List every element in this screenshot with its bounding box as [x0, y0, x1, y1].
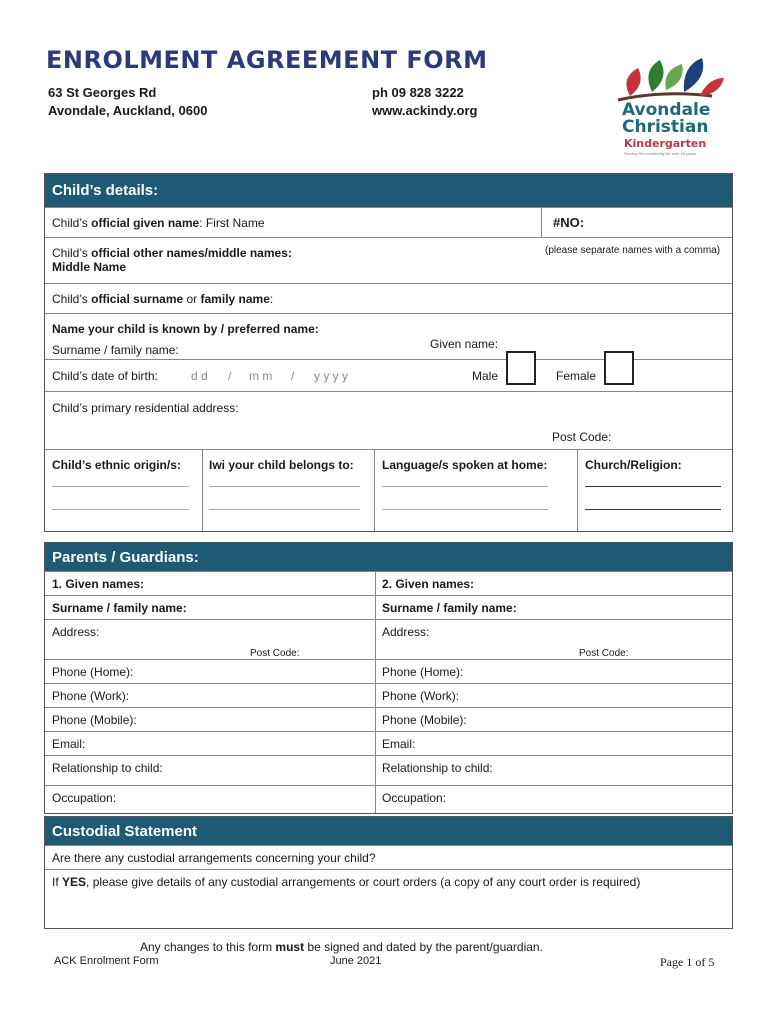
parent2-home-phone-label: Phone (Home): — [382, 665, 464, 679]
parent1-address-label: Address: — [52, 625, 100, 639]
iwi-field[interactable] — [209, 486, 360, 487]
middle-name-value: Middle Name — [52, 260, 127, 274]
leaves-icon — [612, 56, 724, 106]
dob-label: Child’s date of birth: — [52, 369, 158, 383]
preferred-surname-label: Surname / family name: — [52, 343, 179, 357]
address-line-2: Avondale, Auckland, 0600 — [48, 103, 208, 118]
parent1-home-phone-label: Phone (Home): — [52, 665, 134, 679]
parent2-given-label: 2. Given names: — [382, 577, 475, 591]
names-note: (please separate names with a comma) — [545, 245, 721, 256]
contact-details — [372, 84, 477, 120]
dob-separator: / — [228, 369, 232, 383]
parent-occupation-row[interactable] — [45, 785, 732, 813]
parent-phone-work-row[interactable] — [45, 683, 732, 707]
church-field[interactable] — [585, 486, 721, 487]
logo-text-kindergarten: Kindergarten — [624, 137, 707, 150]
address-row[interactable] — [45, 391, 732, 449]
logo-tagline: Serving the community for over 40 years — [624, 151, 696, 156]
parent2-mobile-phone-label: Phone (Mobile): — [382, 713, 467, 727]
child-details-heading: Child’s details: — [45, 173, 732, 207]
footer-doc-name: ACK Enrolment Form — [54, 955, 159, 967]
surname-row[interactable]: Child’s official surname or family name: — [45, 283, 732, 313]
post-code-label: Post Code: — [552, 430, 612, 444]
parent2-work-phone-label: Phone (Work): — [382, 689, 460, 703]
logo-text-avondale: Avondale — [622, 100, 711, 120]
address-line-1: 63 St Georges Rd — [48, 85, 157, 100]
form-title: ENROLMENT AGREEMENT FORM — [46, 46, 488, 74]
kindergarten-address — [48, 84, 207, 120]
parents-heading: Parents / Guardians: — [45, 542, 732, 571]
church-field[interactable] — [585, 509, 721, 510]
parent-phone-mobile-row[interactable] — [45, 707, 732, 731]
parent-given-row[interactable] — [45, 571, 732, 595]
given-name-row[interactable]: Child’s official given name: First Name #NO: — [45, 207, 732, 237]
parent1-relationship-label: Relationship to child: — [52, 761, 163, 775]
child-details-section — [44, 173, 733, 532]
male-label: Male — [472, 369, 499, 383]
footer-note: Any changes to this form must be signed and dated by the parent/guardian. — [140, 940, 543, 954]
parent-email-row[interactable] — [45, 731, 732, 755]
parent1-surname-label: Surname / family name: — [52, 601, 187, 615]
language-label: Language/s spoken at home: — [382, 458, 548, 472]
parent-surname-row[interactable] — [45, 595, 732, 619]
logo-text-christian: Christian — [622, 117, 709, 137]
parent1-email-label: Email: — [52, 737, 86, 751]
other-names-row[interactable]: Child’s official other names/middle names: Middle Name (please separate names with a comma) — [45, 237, 732, 283]
dob-month-field[interactable]: m m — [249, 369, 273, 383]
kindergarten-logo — [612, 56, 724, 160]
footer-date: June 2021 — [330, 955, 382, 967]
parent1-given-label: 1. Given names: — [52, 577, 145, 591]
no-field-label[interactable]: #NO: — [553, 215, 585, 230]
parent-phone-home-row[interactable] — [45, 659, 732, 683]
preferred-name-label: Name your child is known by / preferred name: — [52, 322, 319, 336]
parent-address-row[interactable] — [45, 619, 732, 659]
dob-year-field[interactable]: y y y y — [314, 369, 349, 383]
culture-row — [45, 449, 732, 531]
ethnic-origin-field[interactable] — [52, 486, 189, 487]
custodial-heading: Custodial Statement — [45, 816, 732, 845]
dob-separator: / — [291, 369, 295, 383]
language-field[interactable] — [382, 486, 548, 487]
phone-number: ph 09 828 3222 — [372, 85, 464, 100]
footer-page-number: Page 1 of 5 — [660, 955, 715, 969]
female-checkbox[interactable] — [604, 351, 634, 385]
language-field[interactable] — [382, 509, 548, 510]
male-checkbox[interactable] — [506, 351, 536, 385]
parent2-postcode-label: Post Code: — [579, 648, 629, 659]
custodial-question-row[interactable] — [45, 845, 732, 869]
parents-section — [44, 542, 733, 814]
address-label: Child’s primary residential address: — [52, 401, 239, 415]
parent1-postcode-label: Post Code: — [250, 648, 300, 659]
parent2-address-label: Address: — [382, 625, 430, 639]
dob-day-field[interactable]: d d — [191, 369, 208, 383]
parent-relationship-row[interactable] — [45, 755, 732, 785]
ethnic-origin-field[interactable] — [52, 509, 189, 510]
church-label: Church/Religion: — [585, 458, 682, 472]
custodial-details-row[interactable] — [45, 869, 732, 928]
custodial-section — [44, 816, 733, 929]
ethnic-origin-label: Child’s ethnic origin/s: — [52, 458, 181, 472]
website-link[interactable]: www.ackindy.org — [372, 103, 478, 118]
iwi-field[interactable] — [209, 509, 360, 510]
parent1-occupation-label: Occupation: — [52, 791, 117, 805]
parent1-mobile-phone-label: Phone (Mobile): — [52, 713, 137, 727]
parent2-surname-label: Surname / family name: — [382, 601, 517, 615]
iwi-label: Iwi your child belongs to: — [209, 458, 354, 472]
parent2-email-label: Email: — [382, 737, 416, 751]
parent2-occupation-label: Occupation: — [382, 791, 447, 805]
parent2-relationship-label: Relationship to child: — [382, 761, 493, 775]
preferred-given-label: Given name: — [430, 337, 499, 351]
custodial-details-label: If YES, please give details of any custodial arrangements or court orders (a copy of any court order is required) — [52, 875, 641, 889]
female-label: Female — [556, 369, 597, 383]
given-name-value: : First Name — [199, 216, 265, 230]
dob-gender-row — [45, 359, 732, 391]
custodial-question: Are there any custodial arrangements concerning your child? — [52, 851, 376, 865]
parent1-work-phone-label: Phone (Work): — [52, 689, 130, 703]
